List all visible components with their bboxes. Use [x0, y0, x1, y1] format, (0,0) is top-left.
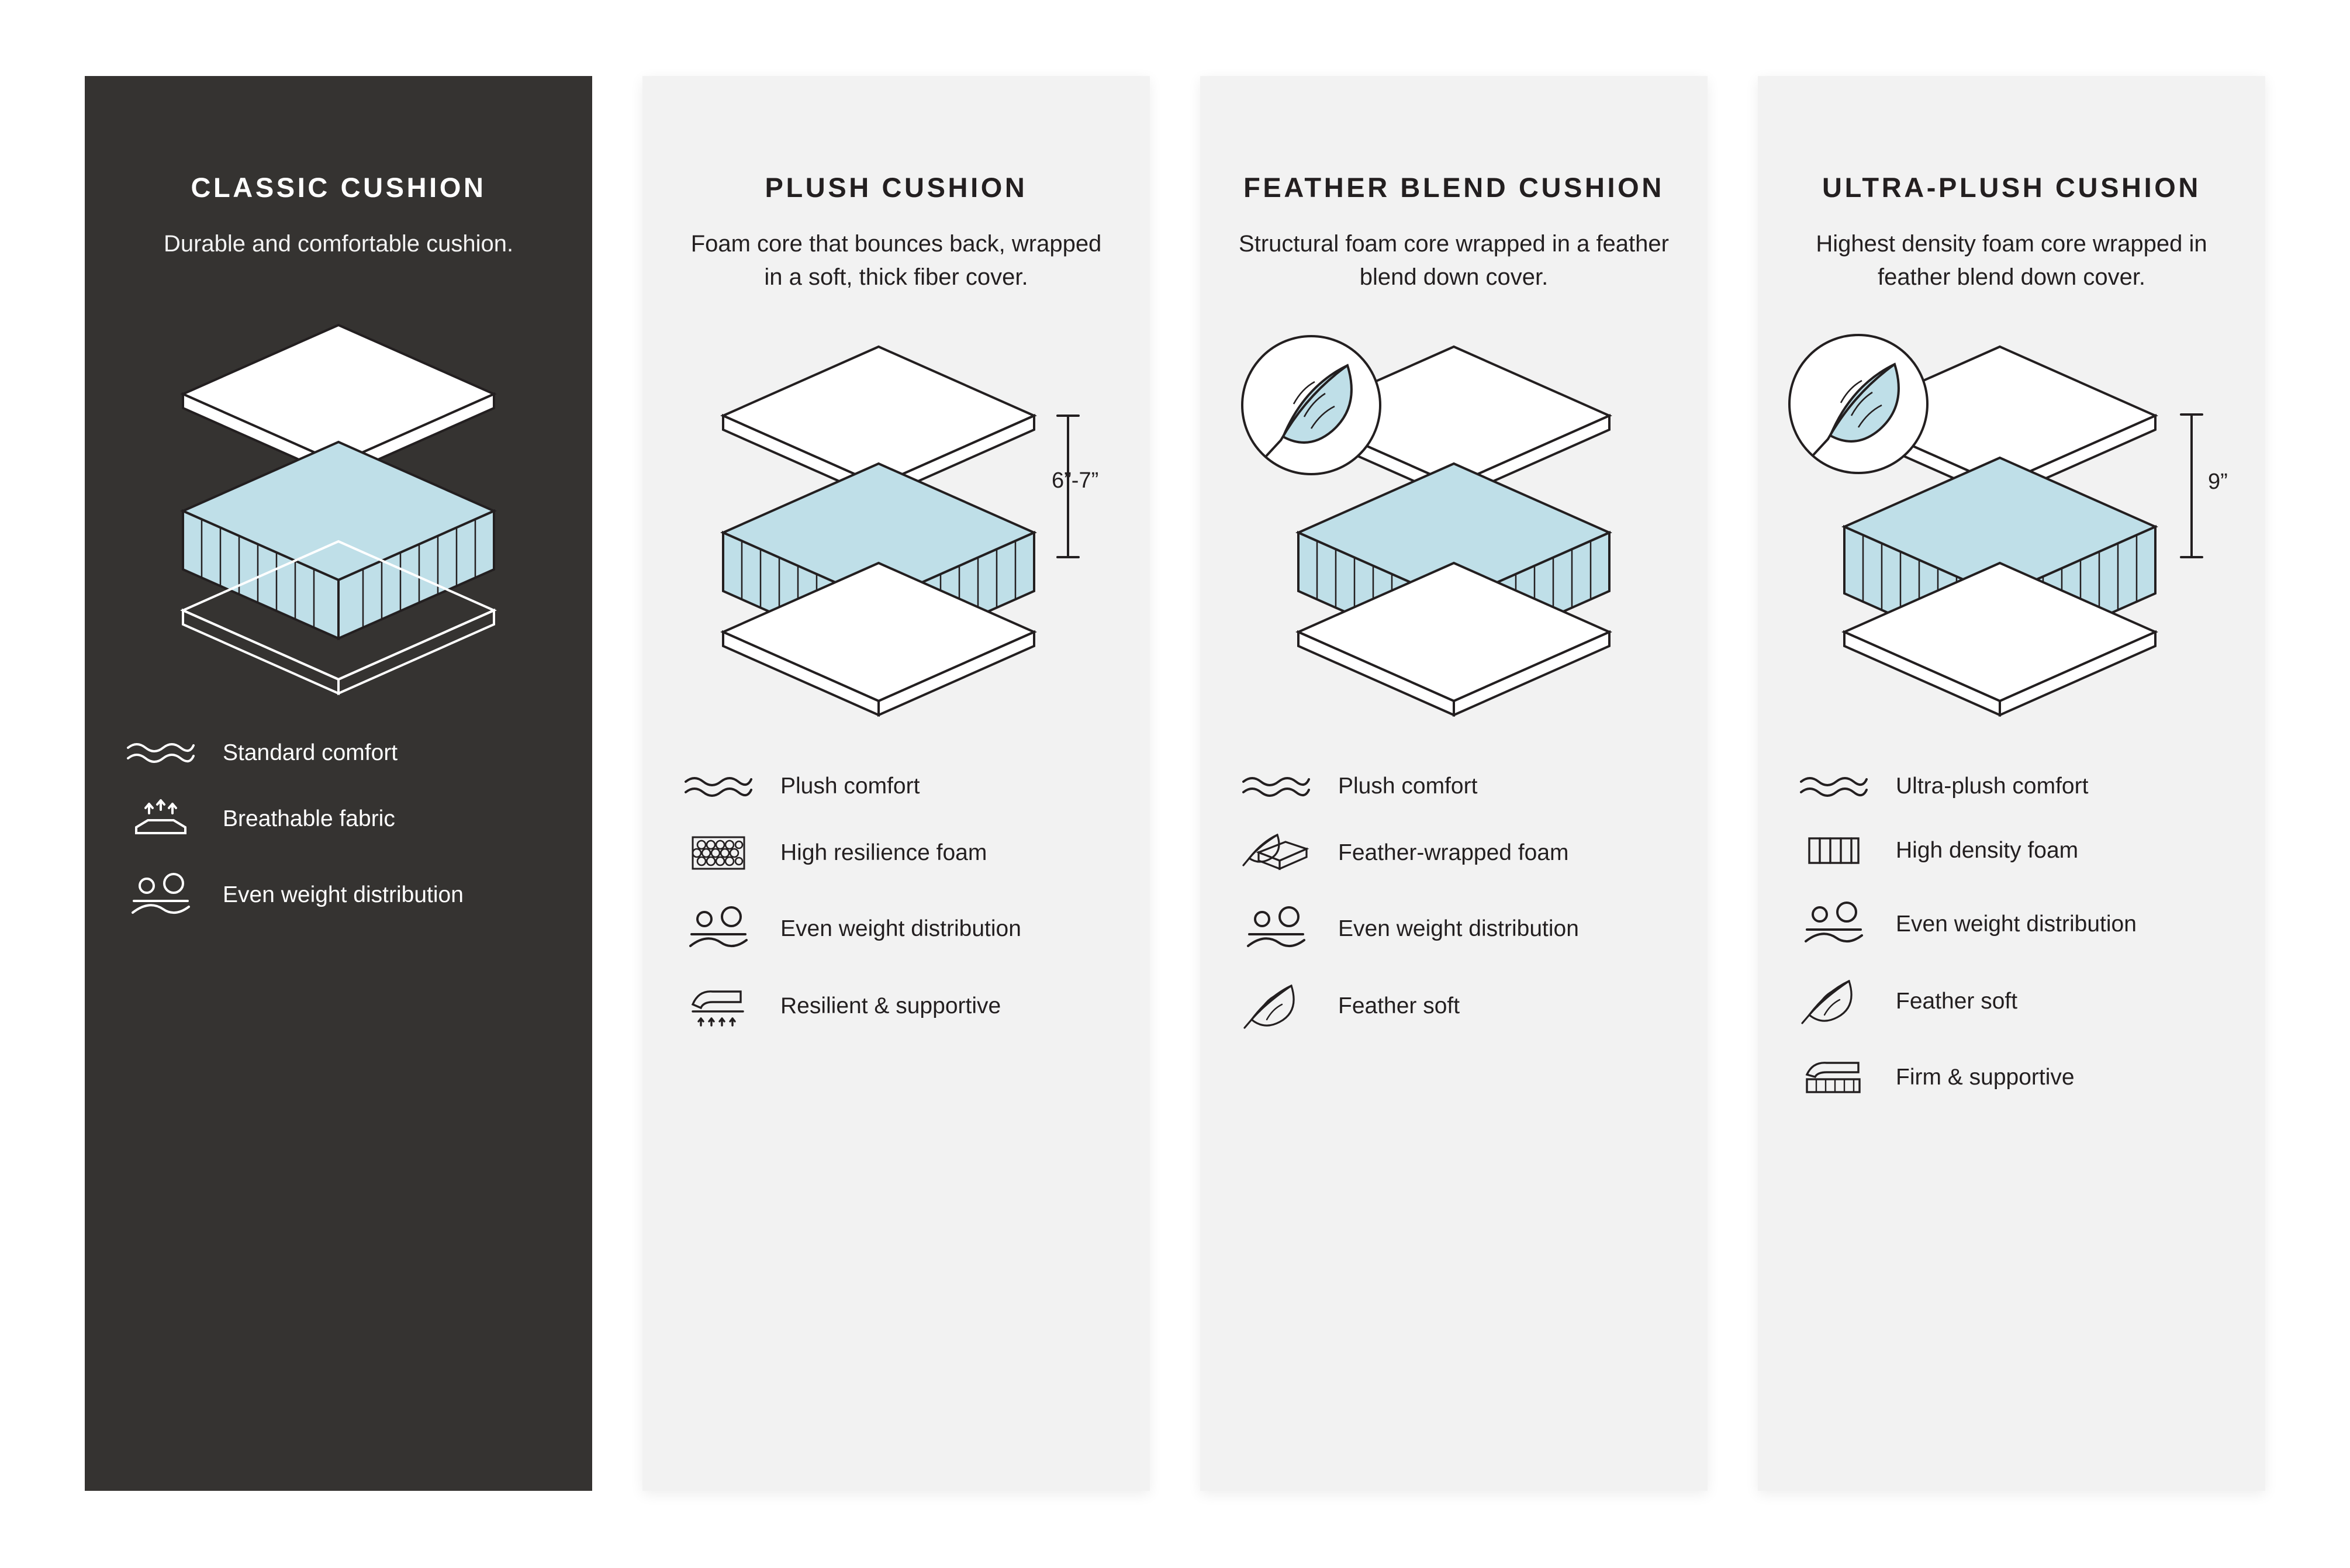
list-item — [1795, 829, 2228, 871]
list-item — [680, 771, 1112, 801]
feature-label: Even weight distribution — [780, 916, 1021, 941]
even-weight-icon — [122, 871, 199, 920]
wave-icon — [680, 772, 757, 800]
even-weight-icon — [1795, 899, 1872, 948]
wave-icon — [1238, 772, 1315, 800]
list-item — [1795, 899, 2228, 948]
honeycomb-foam-icon — [680, 829, 757, 876]
dimension-label: 9” — [2208, 469, 2228, 494]
exploded-cushion-diagram-classic — [85, 267, 592, 734]
feature-label: Plush comfort — [780, 773, 920, 799]
feature-label: Even weight distribution — [223, 882, 464, 908]
page-title: ULTRA-PLUSH CUSHION — [1822, 172, 2201, 203]
feature-label: Even weight distribution — [1896, 911, 2137, 937]
list-item — [1238, 981, 1670, 1030]
feature-label: Feather-wrapped foam — [1338, 840, 1569, 865]
list-item — [1238, 771, 1670, 801]
feature-label: Feather soft — [1338, 993, 1460, 1018]
list-item — [1238, 904, 1670, 953]
feature-label: Feather soft — [1896, 988, 2018, 1014]
page-title: FEATHER BLEND CUSHION — [1243, 172, 1664, 203]
feature-label: Standard comfort — [223, 740, 398, 765]
list-item — [1238, 829, 1670, 876]
feature-label: Even weight distribution — [1338, 916, 1579, 941]
list-item — [680, 981, 1112, 1030]
exploded-cushion-diagram-ultra-plush — [1758, 300, 2265, 768]
feature-label: High density foam — [1896, 837, 2079, 863]
wave-icon — [1795, 772, 1872, 800]
card-description: Structural foam core wrapped in a feather blend down cover. — [1239, 230, 1669, 290]
feather-wrapped-foam-icon — [1238, 829, 1315, 876]
feather-icon — [1238, 981, 1315, 1030]
card-feather-blend-cushion[interactable] — [1200, 76, 1708, 1491]
feature-list-feather-blend — [1238, 771, 1670, 1030]
list-item — [680, 829, 1112, 876]
feature-list-plush — [680, 771, 1112, 1030]
list-item — [122, 796, 555, 842]
firm-support-icon — [1795, 1054, 1872, 1100]
card-description: Foam core that bounces back, wrapped in a soft, thick fiber cover. — [690, 230, 1102, 290]
feature-label: Ultra-plush comfort — [1896, 773, 2089, 799]
list-item — [680, 904, 1112, 953]
exploded-cushion-diagram-plush — [642, 300, 1150, 768]
even-weight-icon — [1238, 904, 1315, 953]
page-title: PLUSH CUSHION — [765, 172, 1028, 203]
wave-icon — [122, 738, 199, 766]
exploded-cushion-diagram-feather-blend — [1200, 300, 1708, 768]
resilient-support-icon — [680, 981, 757, 1030]
feature-label: High resilience foam — [780, 840, 987, 865]
list-item — [1795, 771, 2228, 801]
list-item — [1795, 1054, 2228, 1100]
list-item — [1795, 976, 2228, 1025]
feature-label: Resilient & supportive — [780, 993, 1001, 1018]
dimension-label: 6”-7” — [1052, 468, 1099, 493]
card-classic-cushion[interactable] — [85, 76, 592, 1491]
breathable-fabric-icon — [122, 796, 199, 842]
card-description: Durable and comfortable cushion. — [163, 230, 514, 257]
card-plush-cushion[interactable] — [642, 76, 1150, 1491]
feature-list-ultra-plush — [1795, 771, 2228, 1100]
density-foam-icon — [1795, 829, 1872, 871]
feature-list-classic — [122, 738, 555, 920]
feature-label: Firm & supportive — [1896, 1064, 2075, 1090]
card-ultra-plush-cushion[interactable] — [1758, 76, 2265, 1491]
feather-badge-icon — [1789, 335, 1927, 473]
dimension-bracket — [2181, 415, 2202, 557]
feather-icon — [1795, 976, 1872, 1025]
card-description: Highest density foam core wrapped in feather blend down cover. — [1816, 230, 2207, 290]
feature-label: Plush comfort — [1338, 773, 1478, 799]
page-title: CLASSIC CUSHION — [191, 172, 486, 203]
feather-badge-icon — [1242, 336, 1380, 474]
list-item — [122, 871, 555, 920]
list-item — [122, 738, 555, 768]
even-weight-icon — [680, 904, 757, 953]
feature-label: Breathable fabric — [223, 806, 395, 832]
